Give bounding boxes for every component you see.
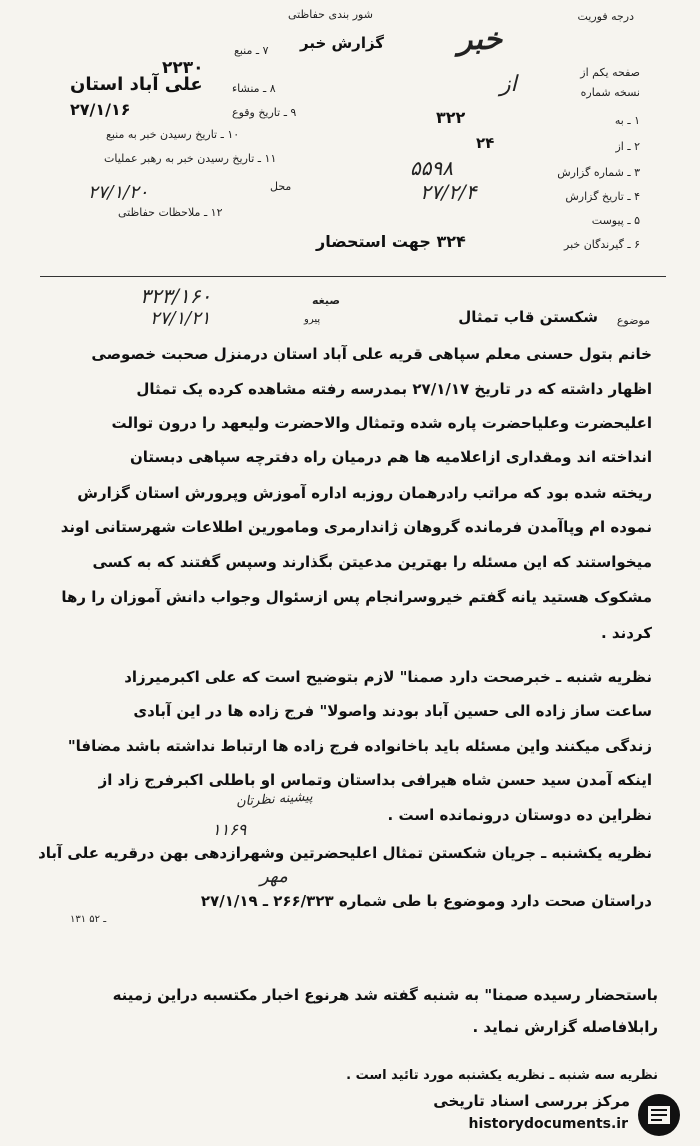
field-value: ۲۴ (476, 134, 495, 152)
field-value: ۳۲۴ جهت استحضار (316, 232, 466, 251)
footer-line: رابلافاصله گزارش نماید . (472, 1018, 658, 1036)
commentary-line: دراستان صحت دارد وموضوع با طی شماره ۲۶۶/۳۲۳ ـ ۲۷/۱/۱۹ (200, 892, 652, 910)
field-label: ۹ ـ تاریخ وقوع (232, 106, 297, 119)
field-label: ۱ ـ به (614, 114, 640, 127)
handwritten-number: ۱۱۶۹ (212, 820, 247, 839)
field-label: ۲ ـ از (615, 140, 640, 153)
signature: مهر (260, 866, 288, 887)
commentary-line: نظریه شنبه ـ خبرصحت دارد صمنا" لازم بتوضیح است که علی اکبرمیرزاد (124, 668, 652, 686)
field-label: ۱۱ ـ تاریخ رسیدن خبر به رهبر عملیات (104, 152, 277, 165)
field-value: ۲۷/۱/۱۶ (70, 100, 131, 119)
commentary-line: ساعت ساز زاده الی حسین آباد بودند واصولا" فرج زاده ها در این آبادی (133, 702, 652, 720)
field-value: ۲۷/۲/۴ (420, 180, 477, 204)
body-line: اعلیحضرت وعلیاحضرت پاره شده وتمثال والاحضرت ولیعهد را درون توالت (111, 414, 652, 432)
commentary-line: زندگی میکنند واین مسئله باید باخانواده فرج زاده ها ارتباط نداشته باشد مضافا" (67, 737, 652, 755)
commentary-line: نظریه یکشنبه ـ جریان شکستن تمثال اعلیحضرتین وشهرازدهی بهن درقریه علی آباد (38, 844, 652, 862)
field-label: ۱۰ ـ تاریخ رسیدن خبر به منبع (106, 128, 240, 141)
field-label: ۱۲ ـ ملاحظات حفاظتی (118, 206, 223, 219)
footer-line: باستحضار رسیده صمنا" به شنبه گفته شد هرنوع اخبار مکتسبه دراین زمینه (112, 986, 658, 1004)
stamp-mark: خبر (458, 22, 503, 57)
side-note: ۱۳۱ ـ ۵۲ (70, 914, 107, 925)
receipt-label: پیرو (304, 314, 321, 325)
handwritten-stamp: پیشینه نظرتان (235, 789, 314, 810)
field-label: ۷ ـ منبع (234, 44, 269, 57)
watermark-title: مرکز بررسی اسناد تاریخی (433, 1092, 630, 1110)
receipt-number: ۳۲۳/۱۶۰ (140, 284, 212, 308)
body-line: نموده ام وپاآمدن فرمانده گروهان ژاندارمری ومامورین اطلاعات شهرستانی اوند (60, 518, 652, 536)
body-line: ریخته شده بود که مراتب رادرهمان روزبه اداره آموزش وپرورش استان گزارش (77, 484, 652, 502)
report-title: گزارش خبر (300, 34, 385, 52)
field-label: ۳ ـ شماره گزارش (557, 166, 640, 179)
divider (40, 276, 666, 277)
field-value: علی آباد استان (70, 74, 203, 95)
receipt-date: ۲۷/۱/۲۱ (150, 308, 211, 329)
commentary-line: اینکه آمدن سید حسن شاه هیرافی بداستان وتماس او باطلی اکبرفرج زاد از (98, 771, 652, 789)
subject-label: موضوع (616, 314, 650, 327)
classification-label: شور بندی حفاظتی (288, 8, 373, 21)
body-line: کردند . (601, 624, 652, 642)
commentary-line: نظراین ده دوستان درونمانده است . (387, 806, 652, 824)
field-label: ۶ ـ گیرندگان خبر (564, 238, 640, 251)
page-label: صفحه یکم از (580, 66, 640, 79)
subject-value: شکستن قاب تمثال (458, 308, 598, 326)
priority-label: درجه فوریت (577, 10, 634, 23)
field-value: ۲۲۳۰ (162, 58, 204, 78)
field-label: محل (270, 180, 292, 193)
copy-number: از (500, 72, 517, 97)
body-line: میخواستند که این مسئله را بهترین مدعیتن بگذارند وسپس گفتند که به کسی (92, 553, 652, 571)
body-line: خانم بتول حسنی معلم سپاهی قریه علی آباد استان درمنزل صحبت خصوصی (91, 345, 652, 363)
receipt-label: صیغه (312, 294, 340, 307)
body-line: انداخته اند ومقداری ازاعلامیه ها هم درمیان راه دفترچه سپاهی دبستان (129, 448, 652, 466)
watermark-url: historydocuments.ir (468, 1116, 628, 1132)
field-value: ۵۵۹۸ (410, 156, 453, 180)
field-label: ۸ ـ منشاء (232, 82, 276, 95)
body-line: مشکوک هستید یانه گفتم خیروسرانجام پس ازسئوال وجواب دانش آموزان را رها (61, 588, 652, 606)
body-line: اظهار داشته که در تاریخ ۲۷/۱/۱۷ بمدرسه رفته مشاهده کرده یک تمثال (136, 380, 652, 398)
field-value: ۲۷/۱/۲۰ (88, 182, 149, 203)
field-label: ۴ ـ تاریخ گزارش (565, 190, 640, 203)
logo-icon (636, 1092, 682, 1138)
field-value: ۳۲۲ (436, 108, 466, 127)
copy-label: نسخه شماره (580, 86, 640, 99)
footer-final: نظریه سه شنبه ـ نظریه یکشنبه مورد تائید است . (346, 1068, 658, 1083)
field-label: ۵ ـ پیوست (591, 214, 640, 227)
